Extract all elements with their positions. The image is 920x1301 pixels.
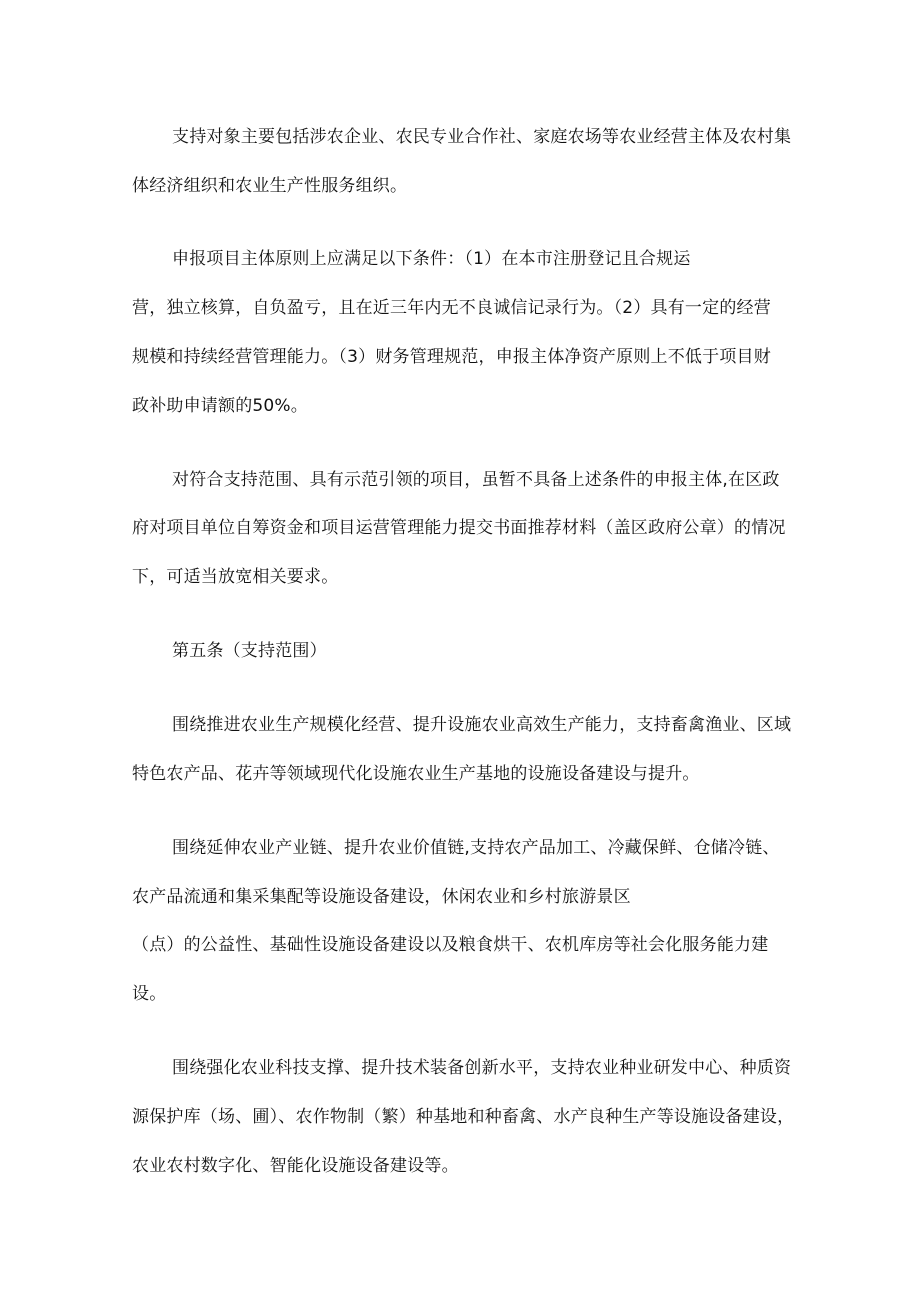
paragraph-2-line-2: 营，独立核算，自负盈亏，且在近三年内无不良诚信记录行为。（2）具有一定的经营 bbox=[132, 298, 771, 318]
paragraph-2-line-3: 规模和持续经营管理能力。（3）财务管理规范，申报主体净资产原则上不低于项目财 bbox=[132, 347, 771, 367]
paragraph-6-line-4: 设。 bbox=[132, 984, 167, 1004]
paragraph-1-line-1: 支持对象主要包括涉农企业、农民专业合作社、家庭农场等农业经营主体及农村集 bbox=[172, 127, 792, 147]
paragraph-2-line-4: 政补助申请额的50%。 bbox=[132, 396, 308, 416]
paragraph-6-line-2: 农产品流通和集采集配等设施设备建设，休闲农业和乡村旅游景区 bbox=[132, 887, 631, 907]
paragraph-1-line-2: 体经济组织和农业生产性服务组织。 bbox=[132, 176, 408, 196]
paragraph-6-line-3: （点）的公益性、基础性设施设备建设以及粮食烘干、农机库房等社会化服务能力建 bbox=[132, 935, 769, 955]
paragraph-3-line-1: 对符合支持范围、具有示范引领的项目，虽暂不具备上述条件的申报主体,在区政 bbox=[172, 470, 780, 490]
paragraph-5-line-1: 围绕推进农业生产规模化经营、提升设施农业高效生产能力，支持畜禽渔业、区域 bbox=[172, 715, 792, 735]
paragraph-2-line-1: 申报项目主体原则上应满足以下条件：（1）在本市注册登记且合规运 bbox=[172, 249, 691, 269]
paragraph-5-line-2: 特色农产品、花卉等领域现代化设施农业生产基地的设施设备建设与提升。 bbox=[132, 764, 700, 784]
paragraph-3-line-3: 下，可适当放宽相关要求。 bbox=[132, 567, 339, 587]
paragraph-6-line-1: 围绕延伸农业产业链、提升农业价值链,支持农产品加工、冷藏保鲜、仓储冷链、 bbox=[172, 838, 780, 858]
paragraph-3-line-2: 府对项目单位自筹资金和项目运营管理能力提交书面推荐材料（盖区政府公章）的情况 bbox=[132, 518, 786, 538]
section-heading-article-5: 第五条（支持范围） bbox=[172, 641, 327, 661]
paragraph-7-line-1: 围绕强化农业科技支撑、提升技术装备创新水平，支持农业种业研发中心、种质资 bbox=[172, 1058, 792, 1078]
paragraph-7-line-2: 源保护库（场、圃）、农作物制（繁）种基地和种畜禽、水产良种生产等设施设备建设， bbox=[132, 1107, 795, 1127]
paragraph-7-line-3: 农业农村数字化、智能化设施设备建设等。 bbox=[132, 1156, 459, 1176]
